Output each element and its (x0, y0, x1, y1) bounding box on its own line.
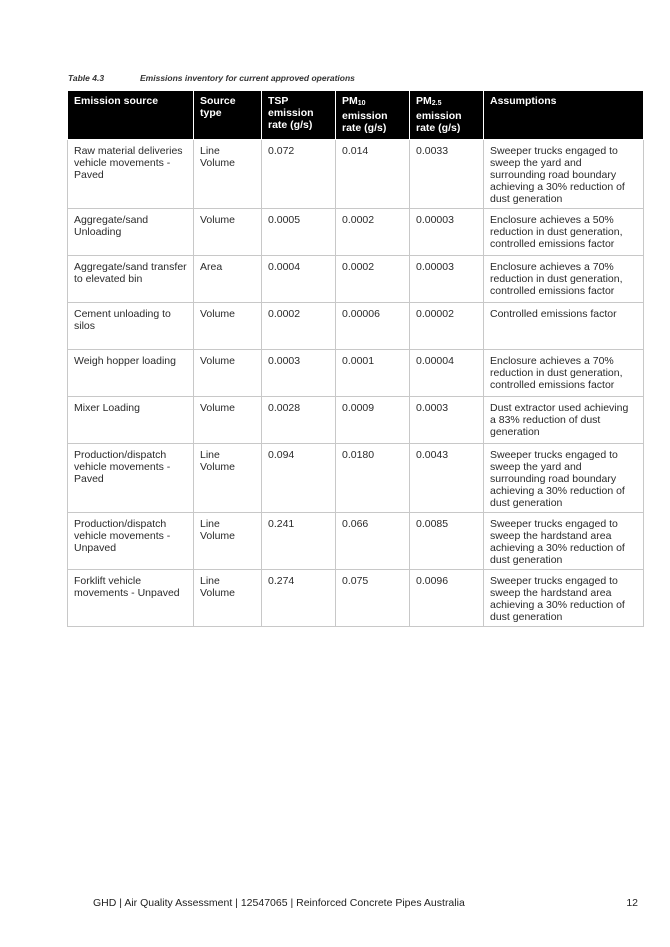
cell-pm25: 0.0096 (410, 570, 484, 627)
cell-pm25: 0.0033 (410, 140, 484, 209)
cell-pm25: 0.00003 (410, 256, 484, 303)
cell-source-type: Volume (194, 397, 262, 444)
cell-tsp: 0.0005 (262, 209, 336, 256)
header-pm25 (410, 91, 484, 140)
cell-tsp: 0.0002 (262, 303, 336, 350)
cell-assumptions: Enclosure achieves a 50% reduction in dust generation, controlled emissions factor (484, 209, 644, 256)
cell-assumptions: Sweeper trucks engaged to sweep the yard and surrounding road boundary achieving a 30% reduction of dust generation (484, 444, 644, 513)
cell-pm25: 0.0085 (410, 513, 484, 570)
cell-source-type: Volume (194, 350, 262, 397)
cell-pm10: 0.014 (336, 140, 410, 209)
pm10-prefix: PM (342, 95, 358, 107)
cell-assumptions: Controlled emissions factor (484, 303, 644, 350)
header-emission-source: Emission source (68, 91, 194, 140)
header-assumptions: Assumptions (484, 91, 644, 140)
cell-assumptions: Sweeper trucks engaged to sweep the hardstand area achieving a 30% reduction of dust generation (484, 570, 644, 627)
cell-tsp: 0.274 (262, 570, 336, 627)
cell-assumptions: Dust extractor used achieving a 83% reduction of dust generation (484, 397, 644, 444)
cell-tsp: 0.094 (262, 444, 336, 513)
cell-source-type: Line Volume (194, 444, 262, 513)
cell-pm10: 0.0009 (336, 397, 410, 444)
pm10-suffix: emission rate (g/s) (342, 110, 388, 134)
cell-pm25: 0.00002 (410, 303, 484, 350)
cell-pm10: 0.0180 (336, 444, 410, 513)
cell-pm25: 0.0003 (410, 397, 484, 444)
table-row (68, 397, 644, 444)
table-caption (68, 73, 355, 83)
cell-pm10: 0.0002 (336, 209, 410, 256)
table-header-row (68, 91, 644, 140)
cell-source-type: Area (194, 256, 262, 303)
cell-pm25: 0.00003 (410, 209, 484, 256)
emissions-inventory-table (67, 90, 644, 627)
cell-emission-source: Mixer Loading (68, 397, 194, 444)
page-number: 12 (626, 897, 638, 909)
cell-tsp: 0.0003 (262, 350, 336, 397)
table-row (68, 303, 644, 350)
cell-source-type: Volume (194, 303, 262, 350)
cell-source-type: Line Volume (194, 140, 262, 209)
cell-emission-source: Production/dispatch vehicle movements - Paved (68, 444, 194, 513)
table-row (68, 209, 644, 256)
cell-emission-source: Forklift vehicle movements - Unpaved (68, 570, 194, 627)
cell-emission-source: Raw material deliveries vehicle movements - Paved (68, 140, 194, 209)
cell-pm25: 0.0043 (410, 444, 484, 513)
pm25-prefix: PM (416, 95, 432, 107)
cell-pm10: 0.0002 (336, 256, 410, 303)
page-footer: GHD | Air Quality Assessment | 12547065 | Reinforced Concrete Pipes Australia (93, 897, 465, 909)
pm25-subscript: 2.5 (431, 100, 442, 107)
cell-pm10: 0.075 (336, 570, 410, 627)
table-row (68, 570, 644, 627)
table-title: Emissions inventory for current approved operations (140, 73, 355, 83)
cell-emission-source: Aggregate/sand Unloading (68, 209, 194, 256)
header-tsp: TSP emission rate (g/s) (262, 91, 336, 140)
table-row (68, 444, 644, 513)
cell-emission-source: Production/dispatch vehicle movements - Unpaved (68, 513, 194, 570)
cell-emission-source: Cement unloading to silos (68, 303, 194, 350)
cell-emission-source: Weigh hopper loading (68, 350, 194, 397)
table-row (68, 513, 644, 570)
header-pm10 (336, 91, 410, 140)
cell-pm10: 0.066 (336, 513, 410, 570)
cell-pm10: 0.00006 (336, 303, 410, 350)
cell-assumptions: Enclosure achieves a 70% reduction in dust generation, controlled emissions factor (484, 350, 644, 397)
pm10-subscript: 10 (357, 100, 366, 107)
cell-pm10: 0.0001 (336, 350, 410, 397)
cell-assumptions: Sweeper trucks engaged to sweep the yard and surrounding road boundary achieving a 30% reduction of dust generation (484, 140, 644, 209)
table-row (68, 140, 644, 209)
cell-tsp: 0.0004 (262, 256, 336, 303)
cell-source-type: Line Volume (194, 570, 262, 627)
table-row (68, 350, 644, 397)
header-source-type: Source type (194, 91, 262, 140)
cell-pm25: 0.00004 (410, 350, 484, 397)
cell-source-type: Volume (194, 209, 262, 256)
cell-assumptions: Enclosure achieves a 70% reduction in dust generation, controlled emissions factor (484, 256, 644, 303)
cell-source-type: Line Volume (194, 513, 262, 570)
table-row (68, 256, 644, 303)
pm25-suffix: emission rate (g/s) (416, 110, 462, 134)
cell-tsp: 0.0028 (262, 397, 336, 444)
cell-tsp: 0.072 (262, 140, 336, 209)
table-number: Table 4.3 (68, 73, 105, 83)
cell-emission-source: Aggregate/sand transfer to elevated bin (68, 256, 194, 303)
cell-tsp: 0.241 (262, 513, 336, 570)
cell-assumptions: Sweeper trucks engaged to sweep the hardstand area achieving a 30% reduction of dust generation (484, 513, 644, 570)
